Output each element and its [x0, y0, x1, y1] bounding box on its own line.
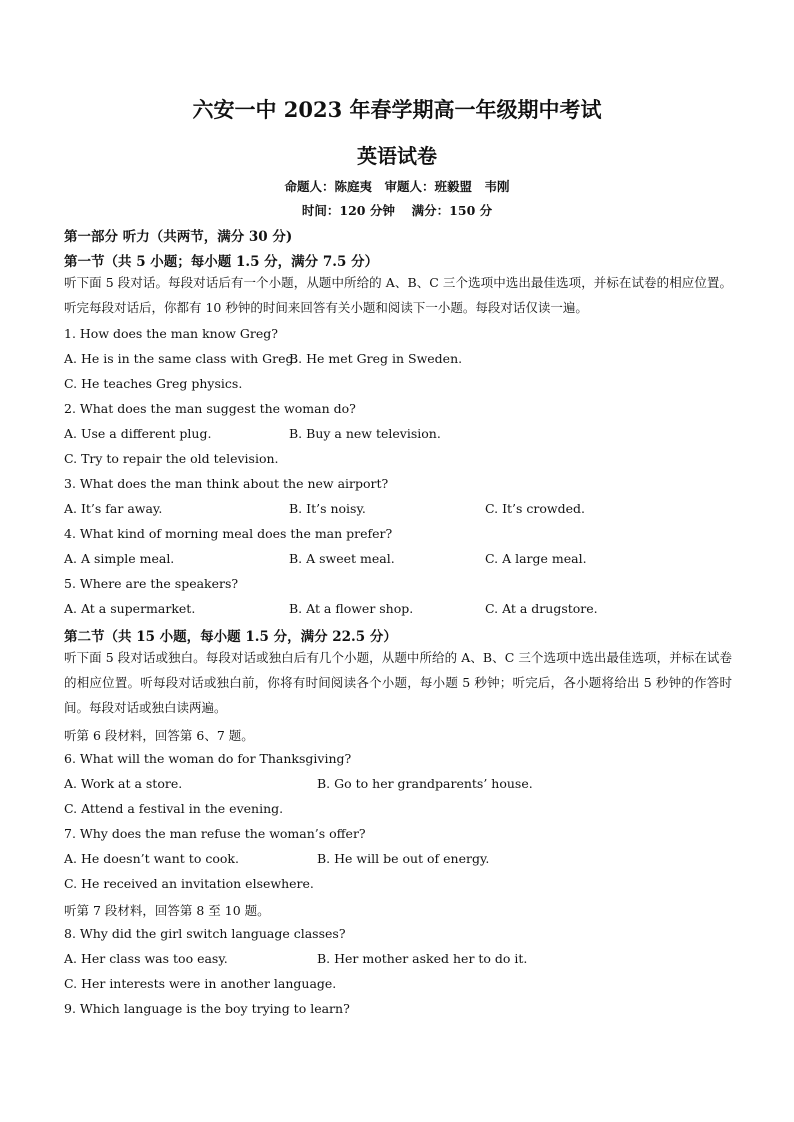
exam-time-score: 时间：120 分钟 满分：150 分	[301, 203, 493, 218]
q2-option-a: A. Use a different plug.	[64, 426, 212, 441]
q7-option-b: B. He will be out of energy.	[317, 851, 490, 866]
q1-option-c: C. He teaches Greg physics.	[64, 376, 243, 391]
section2-instructions: 听下面 5 段对话或独白。每段对话或独白后有几个小题，从题中所给的 A、B、C 三个选项中选出最佳选项，并标在试卷的相应位置。听每段对话或独白前，你将有时间阅读各个小题，每小题 5 秒钟；听完后，各小题将给出 5 秒钟的作答时间。每段对话或独白读两遍。	[64, 650, 732, 715]
q1-option-a: A. He is in the same class with Greg.	[64, 351, 298, 366]
q8-option-a: A. Her class was too easy.	[64, 951, 228, 966]
q6-option-b: B. Go to her grandparents’ house.	[317, 776, 533, 791]
question-9: 9. Which language is the boy trying to learn?	[64, 1001, 350, 1016]
question-7: 7. Why does the man refuse the woman’s offer?	[64, 826, 366, 841]
q4-option-a: A. A simple meal.	[64, 551, 175, 566]
q5-option-a: A. At a supermarket.	[64, 601, 196, 616]
exam-subtitle: 英语试卷	[357, 144, 437, 168]
material-6-note: 听第 6 段材料，回答第 6、7 题。	[64, 728, 254, 743]
q3-option-c: C. It’s crowded.	[485, 501, 585, 516]
q3-option-a: A. It’s far away.	[64, 501, 163, 516]
question-8: 8. Why did the girl switch language classes?	[64, 926, 346, 941]
question-2: 2. What does the man suggest the woman do?	[64, 401, 356, 416]
q6-option-a: A. Work at a store.	[64, 776, 183, 791]
q3-option-b: B. It’s noisy.	[289, 501, 366, 516]
question-1: 1. How does the man know Greg?	[64, 326, 278, 341]
section2-heading: 第二节（共 15 小题，每小题 1.5 分，满分 22.5 分）	[64, 629, 397, 645]
section1-instructions: 听下面 5 段对话。每段对话后有一个小题，从题中所给的 A、B、C 三个选项中选出最佳选项，并标在试卷的相应位置。听完每段对话后，你都有 10 秒钟的时间来回答有关小题和阅读下一小题。每段对话仅读一遍。	[64, 275, 732, 315]
q4-option-c: C. A large meal.	[485, 551, 587, 566]
q7-option-a: A. He doesn’t want to cook.	[64, 851, 239, 866]
question-6: 6. What will the woman do for Thanksgiving?	[64, 751, 352, 766]
q1-option-b: B. He met Greg in Sweden.	[289, 351, 463, 366]
q5-option-b: B. At a flower shop.	[289, 601, 414, 616]
q6-option-c: C. Attend a festival in the evening.	[64, 801, 284, 816]
question-3: 3. What does the man think about the new airport?	[64, 476, 389, 491]
exam-authors: 命题人：陈庭夷 审题人：班毅盟 韦刚	[284, 179, 510, 194]
part1-heading: 第一部分 听力（共两节，满分 30 分)	[64, 229, 293, 245]
question-4: 4. What kind of morning meal does the man prefer?	[64, 526, 393, 541]
q2-option-b: B. Buy a new television.	[289, 426, 441, 441]
q5-option-c: C. At a drugstore.	[485, 601, 598, 616]
q4-option-b: B. A sweet meal.	[289, 551, 395, 566]
q2-option-c: C. Try to repair the old television.	[64, 451, 279, 466]
q8-option-b: B. Her mother asked her to do it.	[317, 951, 528, 966]
material-7-note: 听第 7 段材料，回答第 8 至 10 题。	[64, 903, 270, 918]
q8-option-c: C. Her interests were in another language.	[64, 976, 337, 991]
q7-option-c: C. He received an invitation elsewhere.	[64, 876, 314, 891]
exam-title: 六安一中 2023 年春学期高一年级期中考试	[192, 97, 602, 122]
question-5: 5. Where are the speakers?	[64, 576, 239, 591]
section1-heading: 第一节（共 5 小题；每小题 1.5 分，满分 7.5 分）	[64, 254, 379, 270]
